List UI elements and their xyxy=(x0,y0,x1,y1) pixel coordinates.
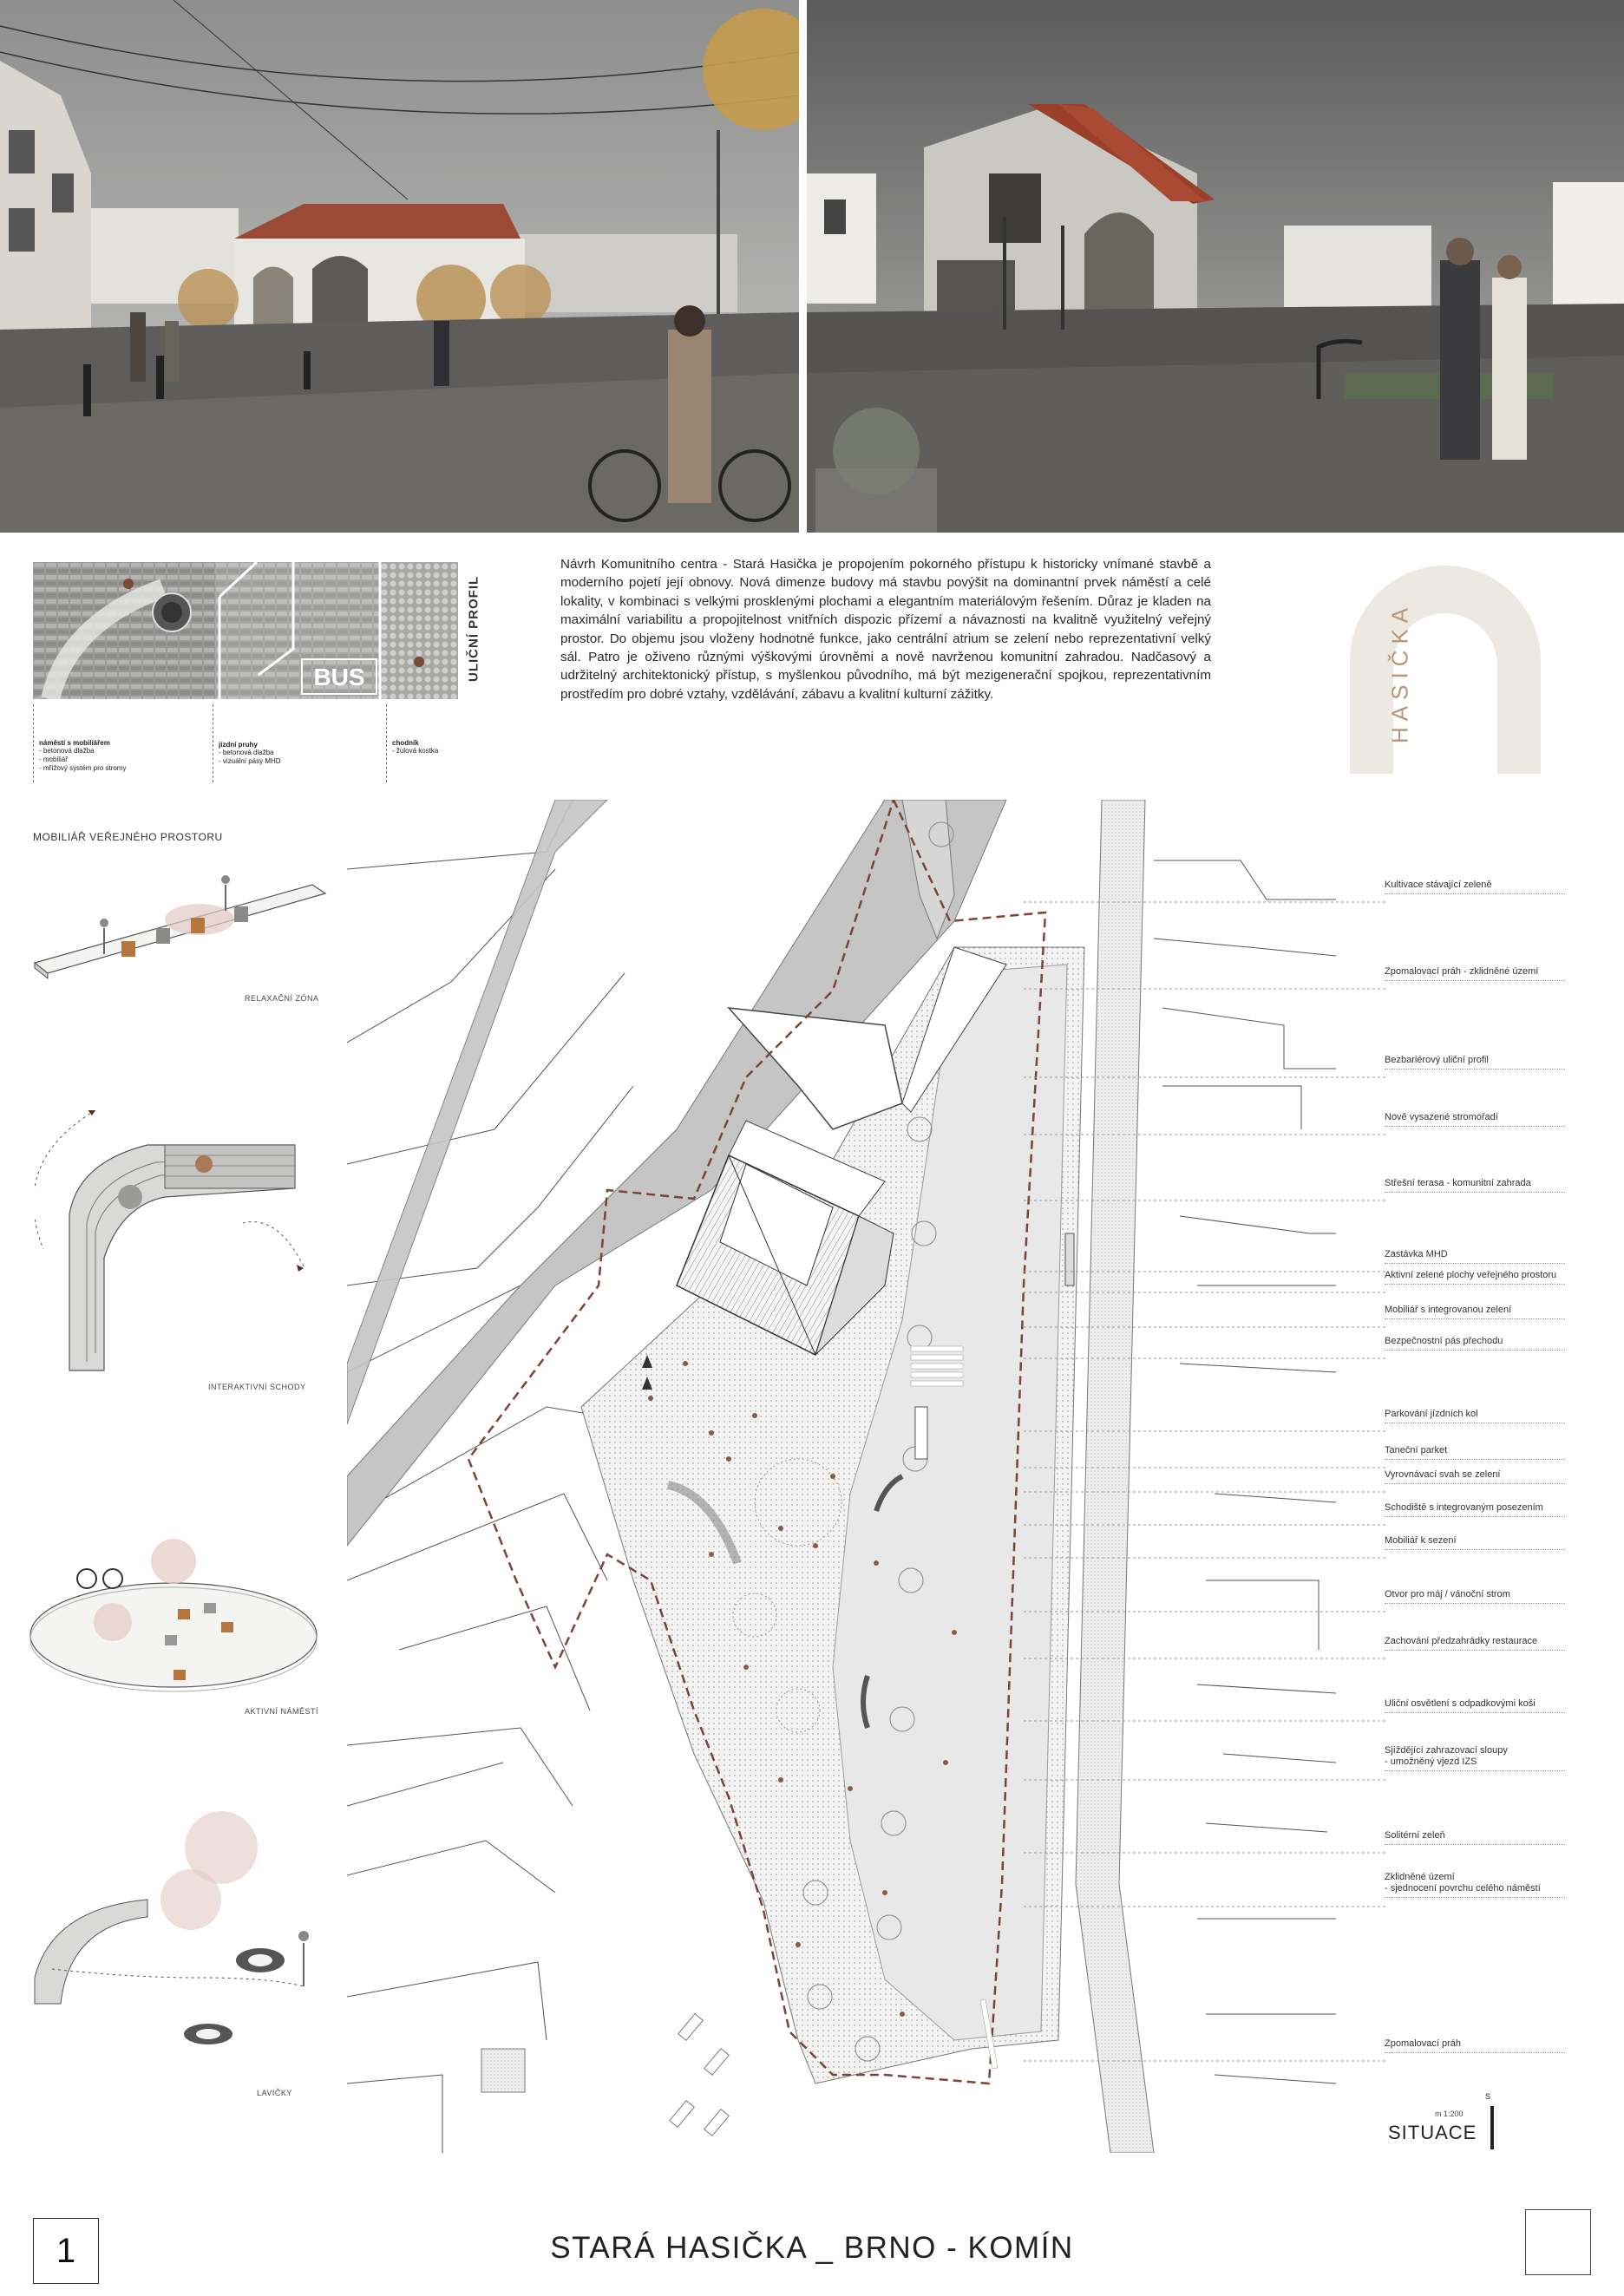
annotation-item: Taneční parket xyxy=(1385,1445,1565,1460)
street-profile-label: ULIČNÍ PROFIL xyxy=(466,575,481,683)
annotation-item: Bezbariérový uliční profil xyxy=(1385,1055,1565,1070)
square-view-illustration xyxy=(807,0,1624,533)
legend-title: chodník xyxy=(392,739,419,747)
annotation-item: Zastávka MHD xyxy=(1385,1249,1565,1264)
bus-label: BUS xyxy=(313,664,365,690)
north-arrow-bar xyxy=(1490,2106,1494,2149)
annotation-item: Zklidněné území - sjednocení povrchu celého náměstí xyxy=(1385,1872,1565,1898)
annotation-leader-lines xyxy=(1024,867,1388,2082)
street-view-illustration xyxy=(0,0,799,533)
legend-title: jízdní pruhy xyxy=(219,741,258,749)
annotation-item: Nově vysazené stromořadí xyxy=(1385,1112,1565,1127)
legend-item: - betonová dlažba xyxy=(219,749,274,756)
north-letter: S xyxy=(1485,2092,1491,2101)
active-square-label: AKTIVNÍ NÁMĚSTÍ xyxy=(245,1707,319,1716)
annotation-item: Uliční osvětlení s odpadkovými koši xyxy=(1385,1698,1565,1713)
annotation-item: Mobiliář s integrovanou zelení xyxy=(1385,1305,1565,1319)
annotation-item: Otvor pro máj / vánoční strom xyxy=(1385,1589,1565,1604)
render-street-view xyxy=(0,0,799,533)
profile-legend-sidewalk xyxy=(386,704,481,782)
relaxation-zone-label: RELAXAČNÍ ZÓNA xyxy=(245,994,319,1003)
furniture-title: MOBILIÁŘ VEŘEJNÉHO PROSTORU xyxy=(33,831,223,843)
profile-legend-square xyxy=(33,704,206,782)
interactive-stairs-label: INTERAKTIVNÍ SCHODY xyxy=(208,1383,306,1391)
stamp-box xyxy=(1525,2209,1591,2275)
legend-item: - vizuální pásy MHD xyxy=(219,757,281,765)
relaxation-zone-sketch xyxy=(26,867,330,989)
legend-item: - mřížový systém pro stromy xyxy=(39,764,127,772)
annotation-item: Vyrovnávací svah se zelení xyxy=(1385,1469,1565,1484)
active-square-sketch xyxy=(26,1527,321,1700)
annotation-item: Zachování předzahrádky restaurace xyxy=(1385,1636,1565,1651)
page-number: 1 xyxy=(56,2231,76,2270)
plan-title: SITUACE xyxy=(1388,2122,1477,2143)
interactive-stairs-sketch xyxy=(35,1110,330,1388)
annotation-item: Schodiště s integrovaným posezením xyxy=(1385,1502,1565,1517)
annotation-item: Bezpečnostní pás přechodu xyxy=(1385,1336,1565,1351)
annotation-item: Mobiliář k sezení xyxy=(1385,1535,1565,1550)
annotation-item: Parkování jízdních kol xyxy=(1385,1409,1565,1423)
annotation-item: Sjíždějící zahrazovací sloupy - umožněný vjezd IZS xyxy=(1385,1745,1565,1771)
street-profile-image xyxy=(33,562,458,699)
benches-label: LAVIČKY xyxy=(257,2089,292,2097)
annotation-item: Kultivace stávající zeleně xyxy=(1385,880,1565,894)
benches-sketch xyxy=(26,1804,321,2047)
legend-item: - žulová kostka xyxy=(392,747,439,755)
profile-legend-lanes xyxy=(213,704,377,782)
annotation-item: Zpomalovací práh - zklidněné území xyxy=(1385,966,1565,981)
annotation-item: Solitérní zeleň xyxy=(1385,1830,1565,1845)
footer-title: STARÁ HASIČKA _ BRNO - KOMÍN xyxy=(550,2231,1074,2265)
render-square-view xyxy=(807,0,1624,533)
scale-text: m 1:200 xyxy=(1435,2110,1464,2118)
project-description: Návrh Komunitního centra - Stará Hasička je propojením pokorného přístupu k historicky vnímané stavbě a moderního pojetí její obnovy. Nová dimenze budovy má stavbu povýšit na dominantní prvek náměstí a celé lokality, v kombinaci s velkými prosklenými plochami a elegantním materiálovým řešením. Důraz je kladen na maximální variabilitu a propojitelnost vnitřních dispozic přízemí a návaznosti na kvalitně využitelný veřejný prostor. Do objemu jsou vloženy hodnotné funkce, jako centrální atrium se zelení nebo reprezentativní velký sál. Patro je oživeno různými výškovými úrovněmi a nově navrženou komunitní zahradou. Nadčasový a udržitelný architektonický přístup, s myšlenkou původního, má být mezigenerační spojkou, reprezentativním prostředím pro dobré vztahy, vzdělávání, zábavu a kvalitní kulturní zážitky. xyxy=(560,557,1211,702)
legend-item: - mobiliář xyxy=(39,756,68,763)
legend-title: náměstí s mobiliářem xyxy=(39,739,110,747)
legend-item: - betonová dlažba xyxy=(39,747,95,755)
logo-text: HASIČKA xyxy=(1386,601,1413,743)
annotation-item: Střešní terasa - komunitní zahrada xyxy=(1385,1178,1565,1193)
annotation-item: Zpomalovací práh xyxy=(1385,2038,1565,2053)
annotation-item: Aktivní zelené plochy veřejného prostoru xyxy=(1385,1270,1565,1285)
